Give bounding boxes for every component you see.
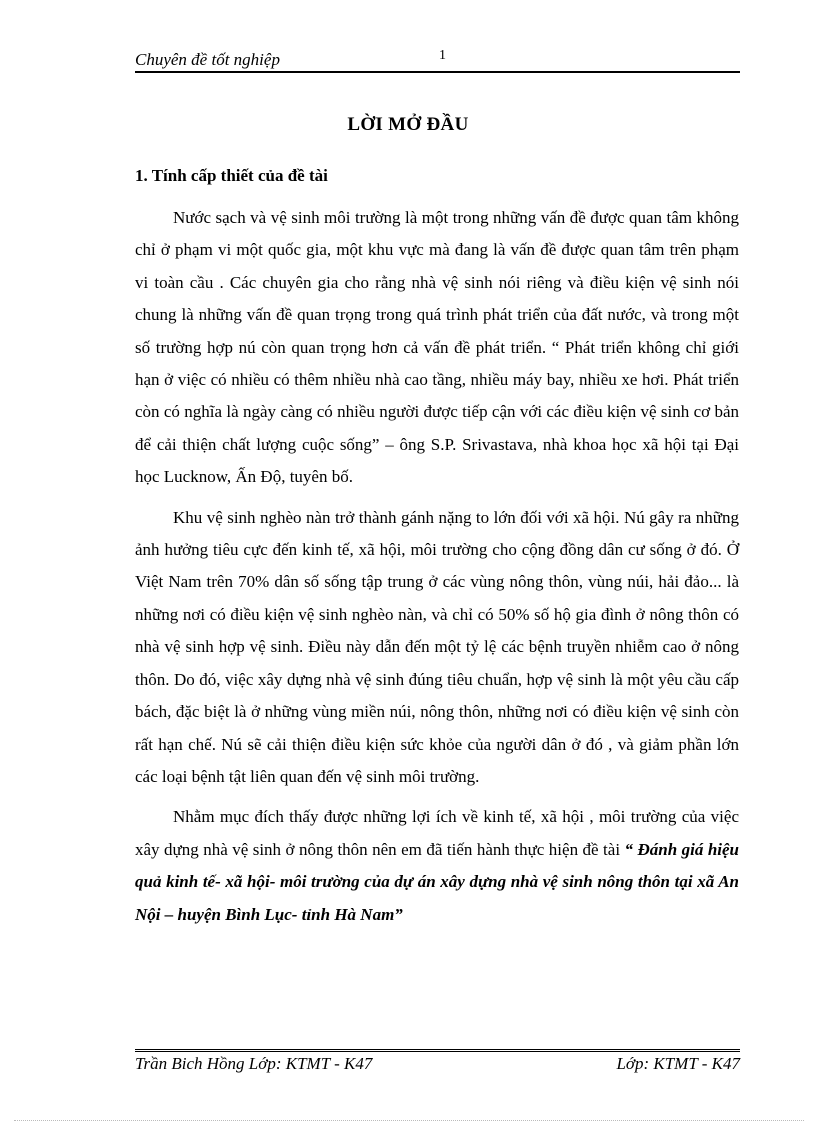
paragraph-1: Nước sạch và vệ sinh môi trường là một trong những vấn đề được quan tâm không chỉ ở phạm vi một quốc gia, một khu vực mà đang là vấn đề được quan tâm trên phạm vi toàn cầu . Các chuyên gia cho rằng nhà vệ sinh nói riêng và điều kiện vệ sinh nói chung là những vấn đề quan trọng trong quá trình phát triển của đất nước, và trong một số trường hợp nú còn quan trọng hơn cả vấn đề phát triển. “ Phát triển không chỉ giới hạn ở việc có nhiều có thêm nhiều nhà cao tầng, nhiều máy bay, nhiều xe hơi. Phát triển còn có nghĩa là ngày càng có nhiều người được tiếp cận với các điều kiện vệ sinh cơ bản để cải thiện chất lượng cuộc sống” – ông S.P. Srivastava, nhà khoa học xã hội tại Đại học Lucknow, Ấn Độ, tuyên bố. <box>135 208 739 487</box>
page-number: 1 <box>439 48 446 63</box>
paragraph-3-intro: Nhằm mục đích thấy được những lợi ích về kinh tế, xã hội , môi trường của việc xây dựng nhà vệ sinh ở nông thôn nên em đã tiến hành thực hiện đề tài <box>135 807 739 859</box>
header-title: Chuyên đề tốt nghiệp <box>135 50 280 69</box>
paragraph-2: Khu vệ sinh nghèo nàn trở thành gánh nặng to lớn đối với xã hội. Nú gây ra những ảnh hưởng tiêu cực đến kinh tế, xã hội, môi trường cho cộng đồng dân cư sống ở đó. Ở Việt Nam trên 70% dân số sống tập trung ở các vùng nông thôn, vùng núi, hải đảo... là những nơi có điều kiện vệ sinh nghèo nàn, và chỉ có 50% số hộ gia đình ở nông thôn có nhà vệ sinh hợp vệ sinh. Điều này dẫn đến một tỷ lệ các bệnh truyền nhiễm cao ở nông thôn. Do đó, việc xây dựng nhà vệ sinh đúng tiêu chuẩn, hợp vệ sinh là một yêu cầu cấp bách, đặc biệt là ở những vùng miền núi, nông thôn, những nơi có điều kiện vệ sinh còn rất hạn chế. Nú sẽ cải thiện điều kiện sức khỏe của người dân ở đó , và giảm phần lớn các loại bệnh tật liên quan đến vệ sinh môi trường. <box>135 507 739 786</box>
thesis-title: “ Đánh giá hiệu quả kinh tế- xã hội- môi trường của dự án xây dựng nhà vệ sinh nông thôn tại xã An Nội – huyện Bình Lục- tỉnh Hà Nam” <box>135 839 739 924</box>
page-bottom-dotted-rule <box>14 1120 804 1121</box>
footer-author-class: Trần Bich Hồng Lớp: KTMT - K47 <box>135 1054 373 1073</box>
footer-class: Lớp: KTMT - K47 <box>616 1054 740 1073</box>
page-header <box>135 48 740 72</box>
section-heading: 1. Tính cấp thiết của đề tài <box>135 166 328 185</box>
paragraph-3 <box>135 801 739 931</box>
header-rule <box>135 71 740 73</box>
body-text <box>135 202 739 939</box>
footer-rule <box>135 1049 740 1052</box>
document-title: LỜI MỞ ĐẦU <box>347 114 469 135</box>
